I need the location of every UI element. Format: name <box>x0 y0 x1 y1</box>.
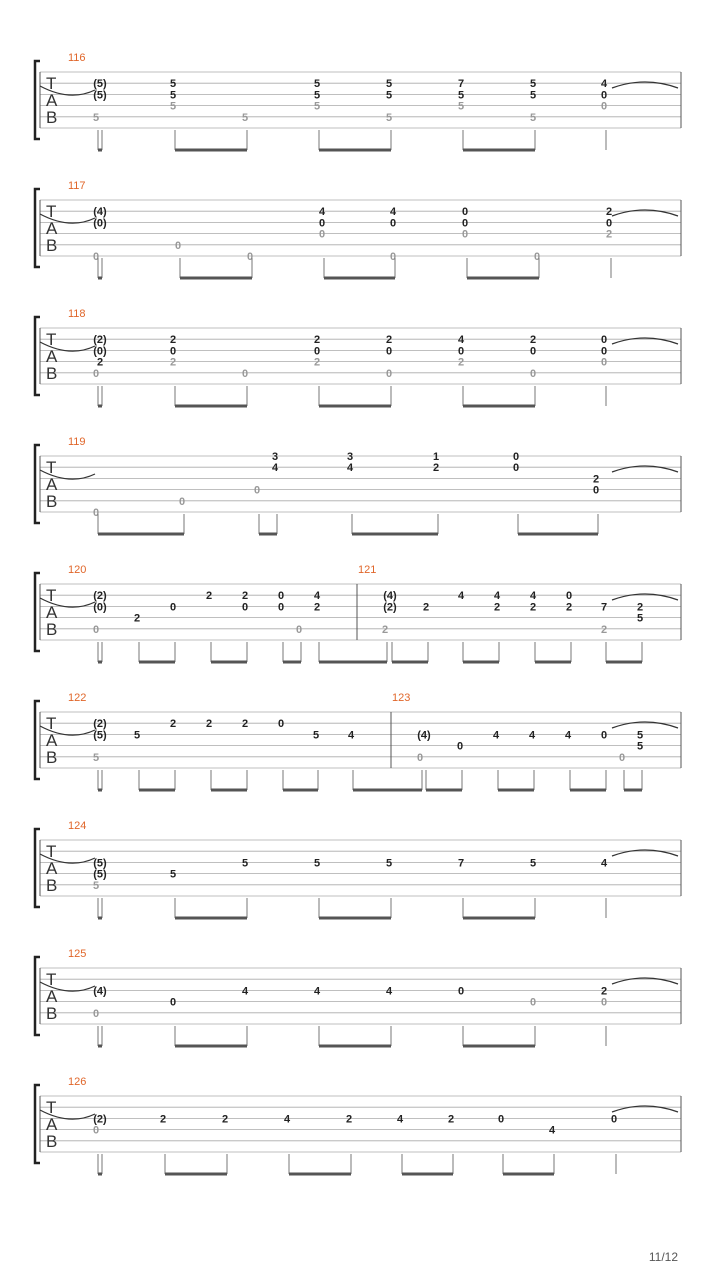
fret-number: 5 <box>312 729 320 742</box>
measure-number: 120 <box>68 564 87 576</box>
fret-number: 4 <box>385 985 393 998</box>
fret-number: 0 <box>277 590 285 603</box>
fret-number: 2 <box>385 334 393 347</box>
fret-number: 5 <box>636 740 644 753</box>
fret-number: 2 <box>432 462 440 475</box>
fret-number: 5 <box>529 89 537 102</box>
system-bracket <box>35 957 40 1035</box>
fret-number: 0 <box>318 217 326 230</box>
measure-number: 124 <box>68 820 87 832</box>
fret-number: 0 <box>169 345 177 358</box>
fret-number: 0 <box>529 367 537 380</box>
fret-number: 5 <box>92 751 100 764</box>
fret-number: 0 <box>385 345 393 358</box>
fret-number: 4 <box>313 985 321 998</box>
tab-clef-letter: A <box>46 987 58 1006</box>
fret-number: 5 <box>529 857 537 870</box>
measure-number: 119 <box>68 436 86 448</box>
tab-system <box>35 948 681 1046</box>
fret-number: 2 <box>600 623 608 636</box>
tab-system <box>35 1076 681 1174</box>
fret-number: 5 <box>636 612 644 625</box>
fret-number: (2) <box>93 334 107 347</box>
tab-clef-letter: B <box>46 620 58 639</box>
fret-number: 7 <box>457 857 465 870</box>
fret-number: 0 <box>618 751 626 764</box>
fret-number: 5 <box>92 879 100 892</box>
fret-number: 2 <box>592 473 600 486</box>
fret-number: 5 <box>241 857 249 870</box>
fret-number: 4 <box>529 590 537 603</box>
fret-number: 5 <box>636 729 644 742</box>
fret-number: 0 <box>529 345 537 358</box>
system-bracket <box>35 445 40 523</box>
fret-number: 0 <box>178 495 186 508</box>
tab-system <box>35 692 681 790</box>
tab-clef-letter: B <box>46 1132 58 1151</box>
fret-number: (5) <box>93 729 107 742</box>
measure-number: 123 <box>392 692 411 704</box>
fret-number: 0 <box>461 206 469 219</box>
fret-number: 2 <box>169 334 177 347</box>
fret-number: 4 <box>318 206 326 219</box>
tab-clef-letter: A <box>46 859 58 878</box>
fret-number: 2 <box>605 206 613 219</box>
tab-clef-letter: T <box>46 970 57 989</box>
fret-number: 5 <box>385 111 393 124</box>
tab-clef-letter: T <box>46 458 57 477</box>
fret-number: 0 <box>174 239 182 252</box>
fret-number: 2 <box>345 1113 353 1126</box>
fret-number: 4 <box>271 462 279 475</box>
fret-number: (0) <box>93 217 107 230</box>
fret-number: 0 <box>592 484 600 497</box>
fret-number: 0 <box>461 217 469 230</box>
fret-number: 4 <box>492 729 500 742</box>
fret-number: 0 <box>246 251 254 263</box>
tab-system <box>35 52 681 150</box>
tab-clef-letter: B <box>46 108 58 127</box>
tab-clef-letter: T <box>46 842 57 861</box>
fret-number: 4 <box>396 1113 404 1126</box>
tab-clef-letter: T <box>46 330 57 349</box>
system-bracket <box>35 701 40 779</box>
fret-number: (5) <box>93 857 107 870</box>
fret-number: 4 <box>283 1113 291 1126</box>
measure-number: 117 <box>68 180 86 192</box>
fret-number: 3 <box>346 451 354 463</box>
fret-number: 4 <box>600 857 608 870</box>
fret-number: 0 <box>457 345 465 358</box>
fret-number: 5 <box>385 78 393 91</box>
fret-number: 2 <box>241 718 249 731</box>
measure-number: 121 <box>358 564 377 576</box>
tab-clef-letter: A <box>46 347 58 366</box>
fret-number: 2 <box>636 601 644 614</box>
fret-number: (0) <box>93 345 107 358</box>
fret-number: 0 <box>565 590 573 603</box>
fret-number: 0 <box>92 623 100 636</box>
fret-number: 5 <box>92 111 100 124</box>
fret-number: 2 <box>381 623 389 636</box>
fret-number: 2 <box>529 601 537 614</box>
fret-number: 5 <box>313 857 321 870</box>
tab-system <box>35 820 681 918</box>
tab-clef-letter: T <box>46 586 57 605</box>
page-number: 11/12 <box>648 1250 678 1264</box>
fret-number: 0 <box>169 601 177 614</box>
fret-number: 2 <box>313 601 321 614</box>
system-bracket <box>35 1085 40 1163</box>
fret-number: 2 <box>457 356 465 369</box>
fret-number: 2 <box>313 356 321 369</box>
fret-number: 2 <box>447 1113 455 1126</box>
fret-number: (4) <box>383 590 397 603</box>
fret-number: (4) <box>93 206 107 219</box>
fret-number: 0 <box>456 740 464 753</box>
fret-number: 0 <box>318 228 326 241</box>
fret-number: 2 <box>221 1113 229 1126</box>
tab-clef-letter: B <box>46 1004 58 1023</box>
fret-number: 0 <box>389 251 397 263</box>
fret-number: 4 <box>457 334 465 347</box>
fret-number: 0 <box>241 601 249 614</box>
fret-number: (2) <box>93 718 107 731</box>
fret-number: 0 <box>313 345 321 358</box>
fret-number: 0 <box>600 100 608 113</box>
system-bracket <box>35 317 40 395</box>
fret-number: 4 <box>528 729 536 742</box>
tab-system <box>35 180 681 278</box>
measure-number: 126 <box>68 1076 87 1088</box>
fret-number: 0 <box>600 996 608 1009</box>
tab-clef-letter: A <box>46 91 58 110</box>
fret-number: 5 <box>385 89 393 102</box>
fret-number: 1 <box>432 451 440 463</box>
tab-clef-letter: A <box>46 1115 58 1134</box>
fret-number: 4 <box>241 985 249 998</box>
fret-number: 0 <box>533 251 541 263</box>
fret-number: (5) <box>93 78 107 91</box>
fret-number: 2 <box>169 718 177 731</box>
fret-number: 5 <box>529 78 537 91</box>
fret-number: 4 <box>313 590 321 603</box>
tab-clef-letter: T <box>46 74 57 93</box>
fret-number: 0 <box>461 228 469 241</box>
fret-number: 5 <box>457 100 465 113</box>
fret-number: 2 <box>205 590 213 603</box>
fret-number: 5 <box>529 111 537 124</box>
fret-number: 5 <box>169 100 177 113</box>
tab-clef-letter: B <box>46 748 58 767</box>
fret-number: 2 <box>169 356 177 369</box>
tab-clef-letter: B <box>46 364 58 383</box>
fret-number: 4 <box>457 590 465 603</box>
fret-number: 0 <box>416 751 424 764</box>
fret-number: 4 <box>347 729 355 742</box>
fret-number: 4 <box>548 1124 556 1137</box>
fret-number: 2 <box>422 601 430 614</box>
measure-number: 116 <box>68 52 86 64</box>
system-bracket <box>35 829 40 907</box>
fret-number: 0 <box>600 89 608 102</box>
fret-number: (5) <box>93 89 107 102</box>
system-bracket <box>35 573 40 651</box>
fret-number: 2 <box>565 601 573 614</box>
fret-number: 2 <box>96 356 104 369</box>
measure-number: 122 <box>68 692 87 704</box>
fret-number: 4 <box>346 462 354 475</box>
fret-number: 0 <box>92 367 100 380</box>
fret-number: 0 <box>277 718 285 731</box>
fret-number: (2) <box>383 601 397 614</box>
fret-number: 2 <box>493 601 501 614</box>
measure-number: 125 <box>68 948 87 960</box>
fret-number: 0 <box>605 217 613 230</box>
fret-number: 2 <box>529 334 537 347</box>
fret-number: 0 <box>92 507 100 519</box>
fret-number: (0) <box>93 601 107 614</box>
fret-number: 0 <box>529 996 537 1009</box>
fret-number: 4 <box>564 729 572 742</box>
fret-number: 2 <box>313 334 321 347</box>
system-bracket <box>35 189 40 267</box>
fret-number: 5 <box>457 89 465 102</box>
fret-number: 0 <box>600 345 608 358</box>
fret-number: (4) <box>93 985 107 998</box>
fret-number: 0 <box>600 356 608 369</box>
fret-number: 5 <box>133 729 141 742</box>
tab-clef-letter: A <box>46 731 58 750</box>
tab-system <box>35 308 681 406</box>
fret-number: 0 <box>600 729 608 742</box>
tab-clef-letter: A <box>46 475 58 494</box>
fret-number: 0 <box>457 985 465 998</box>
fret-number: 7 <box>600 601 608 614</box>
tab-system <box>35 564 681 662</box>
fret-number: 0 <box>512 451 520 463</box>
fret-number: 0 <box>92 1007 100 1020</box>
tab-clef-letter: B <box>46 492 58 511</box>
tab-clef-letter: A <box>46 603 58 622</box>
tab-clef-letter: T <box>46 202 57 221</box>
tab-system <box>35 436 681 534</box>
tab-clef-letter: T <box>46 714 57 733</box>
fret-number: 0 <box>295 623 303 636</box>
measure-number: 118 <box>68 308 86 320</box>
tab-clef-letter: B <box>46 236 58 255</box>
fret-number: 0 <box>610 1113 618 1126</box>
fret-number: 4 <box>493 590 501 603</box>
fret-number: 5 <box>169 89 177 102</box>
fret-number: 0 <box>497 1113 505 1126</box>
fret-number: 0 <box>253 484 261 497</box>
fret-number: (5) <box>93 868 107 881</box>
fret-number: 4 <box>389 206 397 219</box>
fret-number: (2) <box>93 590 107 603</box>
fret-number: 0 <box>389 217 397 230</box>
fret-number: 5 <box>313 78 321 91</box>
fret-number: 0 <box>169 996 177 1009</box>
fret-number: 0 <box>277 601 285 614</box>
fret-number: 0 <box>92 1124 100 1137</box>
system-bracket <box>35 61 40 139</box>
fret-number: 5 <box>169 868 177 881</box>
fret-number: 0 <box>600 334 608 347</box>
fret-number: 0 <box>512 462 520 475</box>
fret-number: 0 <box>92 251 100 263</box>
fret-number: 4 <box>600 78 608 91</box>
fret-number: 7 <box>457 78 465 91</box>
fret-number: 2 <box>133 612 141 625</box>
fret-number: 2 <box>159 1113 167 1126</box>
fret-number: 5 <box>169 78 177 91</box>
fret-number: (4) <box>417 729 431 742</box>
fret-number: 2 <box>605 228 613 241</box>
fret-number: (2) <box>93 1113 107 1126</box>
tab-clef-letter: T <box>46 1098 57 1117</box>
fret-number: 0 <box>241 367 249 380</box>
fret-number: 5 <box>313 100 321 113</box>
fret-number: 5 <box>385 857 393 870</box>
fret-number: 2 <box>600 985 608 998</box>
tab-clef-letter: B <box>46 876 58 895</box>
fret-number: 5 <box>313 89 321 102</box>
fret-number: 2 <box>241 590 249 603</box>
fret-number: 3 <box>271 451 279 463</box>
fret-number: 2 <box>205 718 213 731</box>
fret-number: 5 <box>241 111 249 124</box>
tab-clef-letter: A <box>46 219 58 238</box>
fret-number: 0 <box>385 367 393 380</box>
